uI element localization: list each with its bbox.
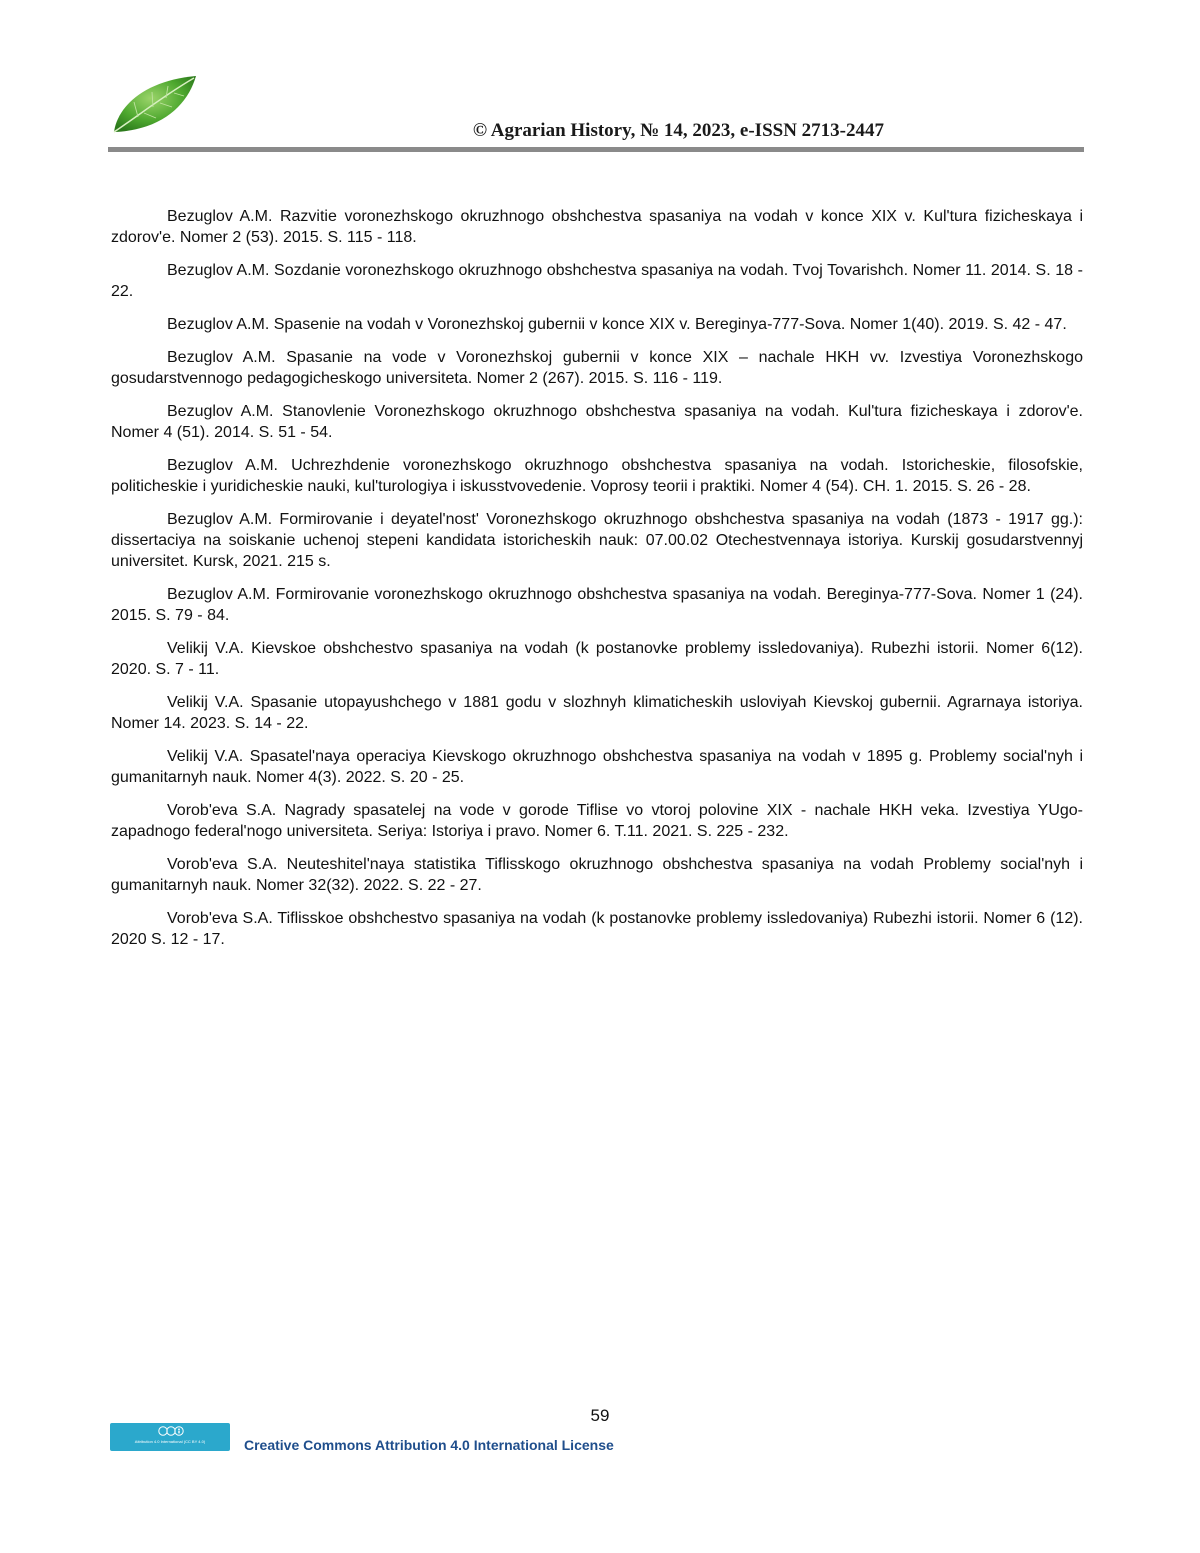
journal-title: © Agrarian History, № 14, 2023, e-ISSN 2713-2447: [472, 120, 884, 141]
reference-item: Vorob'eva S.A. Nagrady spasatelej na vode v gorode Tiflise vo vtoroj polovine XIX - nachale HKH veka. Izvestiya YUgo-zapadnogo federal'nogo universiteta. Seriya: Istoriya i pravo. Nomer 6. T.11. 2021. S. 225 - 232.: [111, 802, 1083, 840]
reference-item: Velikij V.A. Spasatel'naya operaciya Kievskogo okruzhnogo obshchestva spasaniya na vodah v 1895 g. Problemy social'nyh i gumanitarnyh nauk. Nomer 4(3). 2022. S. 20 - 25.: [111, 748, 1083, 786]
page-header: [108, 70, 1086, 154]
cc-by-license-badge[interactable]: [110, 1423, 230, 1451]
reference-item: Bezuglov A.M. Spasenie na vodah v Voronezhskoj gubernii v konce XIX v. Bereginya-777-Sova. Nomer 1(40). 2019. S. 42 - 47.: [167, 316, 1067, 333]
reference-item: Bezuglov A.M. Formirovanie voronezhskogo okruzhnogo obshchestva spasaniya na vodah. Bereginya-777-Sova. Nomer 1 (24). 2015. S. 79 - 84.: [111, 586, 1083, 624]
cc-badge-text: Attribution 4.0 International (CC BY 4.0): [134, 1439, 206, 1444]
reference-item: Bezuglov A.M. Formirovanie i deyatel'nost' Voronezhskogo okruzhnogo obshchestva spasaniya na vodah (1873 - 1917 gg.): dissertaciya na soiskanie uchenoj stepeni kandidata istoricheskih nauk: 07.00.02 Otechestvennaya istoriya. Kurskij gosudarstvennyj universitet. Kursk, 2021. 215 s.: [111, 511, 1083, 570]
license-text: Creative Commons Attribution 4.0 International License: [244, 1437, 614, 1453]
header-divider: [108, 147, 1084, 152]
reference-item: Bezuglov A.M. Razvitie voronezhskogo okruzhnogo obshchestva spasaniya na vodah v konce XIX v. Kul'tura fizicheskaya i zdorov'e. Nomer 2 (53). 2015. S. 115 - 118.: [111, 208, 1083, 246]
reference-item: Velikij V.A. Spasanie utopayushchego v 1881 godu v slozhnyh klimaticheskih usloviyah Kievskoj gubernii. Agrarnaya istoriya. Nomer 14. 2023. S. 14 - 22.: [111, 694, 1083, 732]
reference-item: Bezuglov A.M. Uchrezhdenie voronezhskogo okruzhnogo obshchestva spasaniya na vodah. Istoricheskie, filosofskie, politicheskie i yuridicheskie nauki, kul'turologiya i iskusstvovedenie. Voprosy teorii i praktiki. Nomer 4 (54). CH. 1. 2015. S. 26 - 28.: [111, 457, 1083, 495]
reference-item: Bezuglov A.M. Stanovlenie Voronezhskogo okruzhnogo obshchestva spasaniya na vodah. Kul'tura fizicheskaya i zdorov'e. Nomer 4 (51). 2014. S. 51 - 54.: [111, 403, 1083, 441]
reference-item: Vorob'eva S.A. Tiflisskoe obshchestvo spasaniya na vodah (k postanovke problemy issledovaniya) Rubezhi istorii. Nomer 6 (12). 2020 S. 12 - 17.: [111, 910, 1083, 948]
reference-item: Bezuglov A.M. Spasanie na vode v Voronezhskoj gubernii v konce XIX – nachale HKH vv. Izvestiya Voronezhskogo gosudarstvennogo pedagogicheskogo universiteta. Nomer 2 (267). 2015. S. 116 - 119.: [111, 349, 1083, 387]
cc-by-icon: [158, 1426, 184, 1436]
reference-item: Velikij V.A. Kievskoe obshchestvo spasaniya na vodah (k postanovke problemy issledovaniya). Rubezhi istorii. Nomer 6(12). 2020. S. 7 - 11.: [111, 640, 1083, 678]
page-number: 59: [590, 1406, 610, 1425]
reference-item: Vorob'eva S.A. Neuteshitel'naya statistika Tiflisskogo okruzhnogo obshchestva spasaniya na vodah Problemy social'nyh i gumanitarnyh nauk. Nomer 32(32). 2022. S. 22 - 27.: [111, 856, 1083, 894]
reference-item: Bezuglov A.M. Sozdanie voronezhskogo okruzhnogo obshchestva spasaniya na vodah. Tvoj Tovarishch. Nomer 11. 2014. S. 18 - 22.: [111, 262, 1083, 300]
reference-list: [111, 206, 1083, 962]
